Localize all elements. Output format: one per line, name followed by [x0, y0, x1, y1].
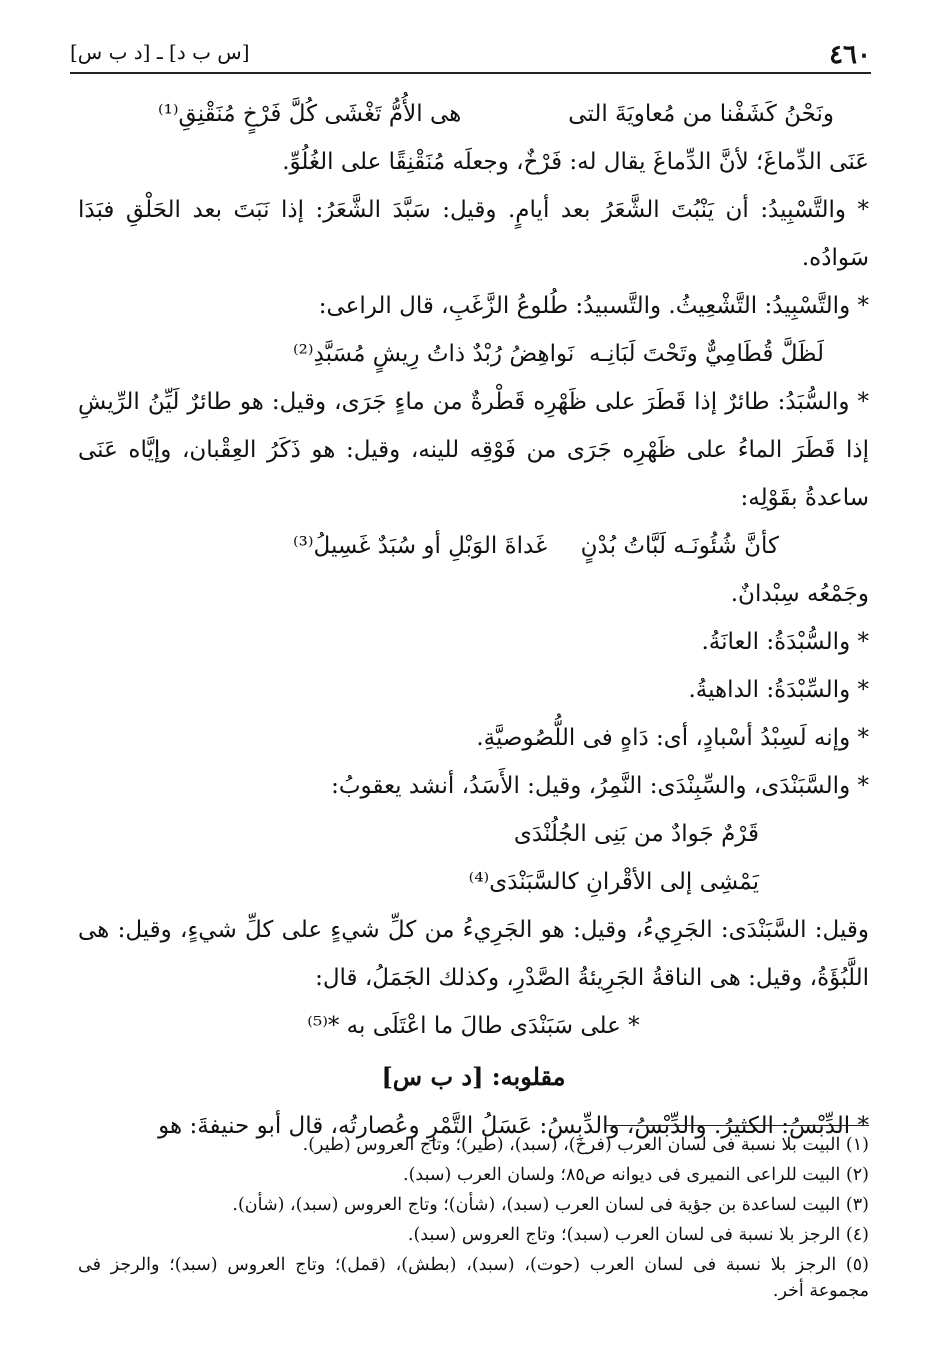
footnotes [78, 1132, 869, 1308]
verse-hemistich-right: ونَحْنُ كَشَفْنا من مُعاويَةَ التى [568, 101, 834, 127]
rajaz-line-1: قَرْمٌ جَوادٌ من بَنِى الجُلُنْدَى [513, 821, 759, 847]
rajaz-line-2: يَمْشِى إلى الأقْرانِ كالسَّبَنْدَى⁽⁴⁾ [468, 869, 759, 895]
verse-hemistich-right: لَظَلَّ قُطَامِيٌّ وتَحْتَ لَبَانِـه [589, 341, 824, 367]
verse-hemistich-left: هى الأُمُّ تَغْشَى كُلَّ فَرْخٍ مُنَقْنِقِ⁽¹⁾ [158, 101, 462, 127]
footnote-3: (٣) البيت لساعدة بن جؤية فى لسان العرب (سبد)، (شأن)؛ وتاج العروس (سبد)، (شأن). [232, 1195, 869, 1215]
footnote-1: (١) البيت بلا نسبة فى لسان العرب (فرخ)، (سبد)، (طير)؛ وتاج العروس (طير). [302, 1135, 869, 1155]
paragraph-dibs: * الدِّبْسُ: الكثيرُ. والدِّبْسُ، والدِّبِسُ: عَسَلُ التَّمْرِ وعُصارتُه، قال أبو حنيفةَ: هو [158, 1113, 869, 1139]
paragraph-tasbid-2: * والتَّسْبِيدُ: التَّشْعِيثُ. والتَّسبيدُ: طُلوعُ الزَّغَبِ، قال الراعى: [318, 293, 869, 319]
paragraph-subda: * والسُّبْدَةُ: العانَةُ. [701, 629, 869, 655]
header-rule [70, 72, 871, 74]
paragraph-subad: * والسُّبَدُ: طائرٌ إذا قَطَرَ على ظَهْرِه قَطْرةٌ من ماءٍ جَرَى، وقيل: هو طائرٌ لَيِّنُ الرِّيشِ إذا قَطَرَ الماءُ على ظَهْرِه جَرَى من فَوْقِه للينه، وقيل: هو ذَكَرُ العِقْبان، وإيَّاه عَنَى ساعدةُ بقَوْلِه: [78, 389, 869, 511]
verse-hemistich-left: نَواهِضُ رُبْدٌ ذاتُ رِيشٍ مُسَبَّدِ⁽²⁾ [293, 341, 575, 367]
footnote-rule [604, 1125, 869, 1126]
paragraph-dimagh: عَنَى الدِّماغَ؛ لأنَّ الدِّماغَ يقال له: فَرْخٌ، وجعلَه مُنَقْنِقًا على الغُلُوِّ. [282, 149, 869, 175]
paragraph-sibda: * والسِّبْدَةُ: الداهيةُ. [688, 677, 869, 703]
paragraph-plural: وجَمْعُه سِبْدانٌ. [730, 581, 869, 607]
section-title: مقلوبه: [د ب س] [381, 1062, 566, 1091]
verse-line-2 [78, 330, 869, 378]
page-header [70, 40, 871, 74]
footnote-4: (٤) الرجز بلا نسبة فى لسان العرب (سبد)؛ وتاج العروس (سبد). [407, 1225, 869, 1245]
page-number: ٤٦٠ [829, 40, 871, 70]
verse-hemistich-right: كأنَّ شُئُونَـه لَبَّاتُ بُدْنٍ [580, 533, 779, 559]
paragraph-qila: وقيل: السَّبَنْدَى: الجَرِيءُ، وقيل: هو الجَرِيءُ من كلِّ شيءٍ على كلِّ شيءٍ، وقيل: هى اللَّبُؤَةُ، وقيل: هى الناقةُ الجَرِيئةُ الصَّدْرِ، وكذلك الجَمَلُ، قال: [78, 917, 869, 991]
running-title: [س ب د] ـ [د ب س] [70, 40, 250, 64]
half-verse: * على سَبَنْدَى طالَ ما اعْتَلَى به *⁽⁵⁾ [307, 1013, 640, 1039]
paragraph-sabanda: * والسَّبَنْدَى، والسِّبِنْدَى: النَّمِرُ، وقيل: الأَسَدُ، أنشد يعقوبُ: [331, 773, 869, 799]
main-text [78, 90, 869, 1150]
paragraph-sibd: * وإنه لَسِبْدُ أسْبادٍ، أى: دَاهٍ فى اللُّصُوصيَّةِ. [476, 725, 869, 751]
footnote-5: (٥) الرجز بلا نسبة فى لسان العرب (حوت)، (سبد)، (بطش)، (قمل)؛ وتاج العروس (سبد)؛ والرجز فى مجموعة أخر. [78, 1255, 869, 1301]
paragraph-tasbid: * والتَّسْبِيدُ: أن يَنْبُتَ الشَّعَرُ بعد أيامٍ. وقيل: سَبَّدَ الشَّعَرُ: إذا نَبَتَ بعد الحَلْقِ فبَدَا سَوادُه. [78, 197, 869, 271]
verse-line-1 [78, 90, 869, 138]
verse-hemistich-left: غَداةَ الوَبْلِ أو سُبَدٌ غَسِيلُ⁽³⁾ [293, 533, 548, 559]
verse-line-3 [78, 522, 869, 570]
footnote-2: (٢) البيت للراعى النميرى فى ديوانه ص٨٥؛ ولسان العرب (سبد). [403, 1165, 869, 1185]
